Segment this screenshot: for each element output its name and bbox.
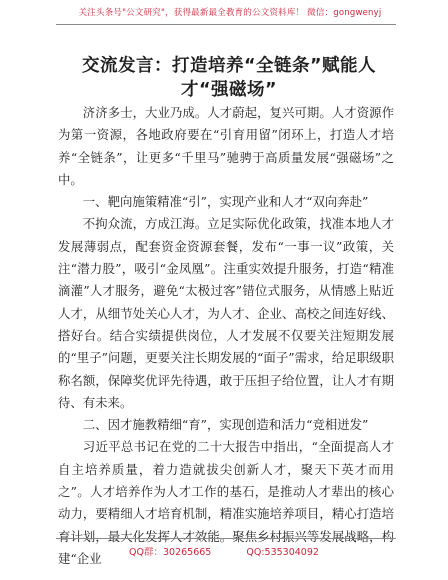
paragraph-intro: 济济多士，大业乃成。人才蔚起，复兴可期。人才资源作为第一资源，各地政府要在“引育用留”闭环上，打造人才培养“全链条”，让更多“千里马”驰骋于高质量发展“强磁场”之中。 bbox=[58, 105, 394, 187]
section-heading-2: 二、因才施教精细“育”，实现创造和活力“竞相迸发” bbox=[82, 417, 369, 433]
paragraph-section-2: 习近平总书记在党的二十大报告中指出，“全面提高人才自主培养质量，着力造就拔尖创新人才，聚天下英才而用之”。人才培养作为人才工作的基石，是推动人才辈出的核心动力，要精细人才培育机制，精准实施培养项目，精心打造培育计划，最大化发挥人才效能。聚焦乡村振兴等发展战略，构建“企业 bbox=[58, 439, 394, 566]
header-divider bbox=[56, 24, 396, 25]
footer-qq: QQ:535304092 bbox=[246, 547, 319, 558]
header-banner: 关注头条号"公文研究"，获得最新最全教育的公文资料库！ 微信：gongwenyj bbox=[78, 8, 382, 18]
footer-divider bbox=[56, 538, 396, 539]
footer-qq-group: QQ群：30265665 bbox=[129, 547, 212, 558]
footer bbox=[0, 544, 448, 558]
paragraph-section-1: 不拘众流，方成江海。立足实际优化政策，找准本地人才发展薄弱点，配套资金资源套餐，发布“一事一议”政策，关注“潜力股”，吸引“金凤凰”。注重实效提升服务，打造“精准滴灌”人才服务，避免“太极过客”错位式服务，从情感上贴近人才，从细节处关心人才，为人才、企业、高校之间连好线、搭好台。结合实绩提供岗位，人才发展不仅要关注短期发展的“里子”问题，更要关注长期发展的“面子”需求，给足职级职称名额，保障奖优评先待遇，敢于压担子给位置，让人才有期待、有未来。 bbox=[58, 216, 394, 410]
document-body bbox=[58, 102, 394, 570]
section-heading-1: 一、靶向施策精准“引”，实现产业和人才“双向奔赴” bbox=[82, 194, 369, 210]
document-title: 交流发言：打造培养“全链条”赋能人才“强磁场” bbox=[81, 56, 376, 100]
